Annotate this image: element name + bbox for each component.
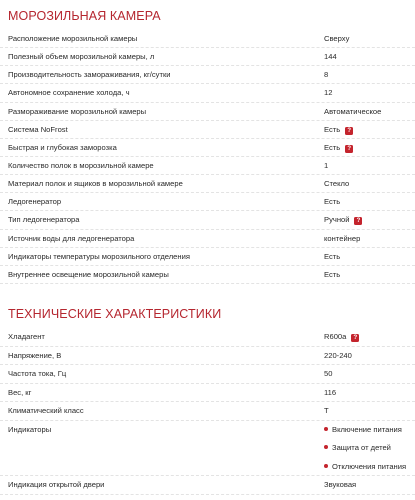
list-item — [324, 425, 406, 444]
tech-spec-list — [0, 328, 415, 495]
question-mark-icon[interactable]: ? — [345, 145, 353, 153]
spec-value: 144 — [324, 52, 337, 62]
spec-value: Есть — [324, 251, 341, 261]
spec-row-freezing-capacity — [0, 66, 415, 84]
spec-row-ice-maker-type — [0, 211, 415, 229]
spec-label: Ледогенератор — [8, 197, 62, 207]
spec-value: 50 — [324, 369, 333, 379]
spec-row-voltage — [0, 347, 415, 366]
spec-row-defrost — [0, 103, 415, 121]
indicator-label: Защита от детей — [332, 443, 391, 453]
bullet-dot-icon — [324, 445, 328, 449]
spec-row-shelf-count — [0, 157, 415, 175]
spec-value: 8 — [324, 70, 329, 80]
spec-label: Материал полок и ящиков в морозильной камере — [8, 179, 183, 189]
spec-label: Система NoFrost — [8, 124, 68, 134]
spec-label: Производительность замораживания, кг/сутки — [8, 70, 171, 80]
spec-label: Напряжение, В — [8, 350, 62, 360]
indicator-label: Включение питания — [332, 424, 402, 434]
spec-row-shelf-material — [0, 175, 415, 193]
spec-value — [324, 332, 359, 342]
spec-value: Есть — [324, 269, 341, 279]
spec-value-text: R600a — [324, 332, 347, 341]
spec-value: Сверху — [324, 34, 350, 43]
spec-label: Полезный объем морозильной камеры, л — [8, 52, 155, 62]
spec-row-freezer-location — [0, 30, 415, 48]
spec-label: Количество полок в морозильной камере — [8, 160, 154, 170]
spec-label: Внутреннее освещение морозильной камеры — [8, 269, 169, 279]
spec-value: контейнер — [324, 233, 361, 243]
spec-value-text: Есть — [324, 142, 341, 152]
spec-label: Индикаторы — [8, 424, 52, 434]
spec-value: Есть — [324, 197, 341, 207]
freezer-section-title: МОРОЗИЛЬНАЯ КАМЕРА — [8, 9, 161, 23]
spec-value: 220-240 — [324, 350, 352, 360]
spec-row-nofrost — [0, 121, 415, 139]
spec-value: Звуковая — [324, 479, 357, 489]
question-mark-icon[interactable]: ? — [351, 334, 359, 342]
spec-value: 116 — [324, 387, 337, 397]
spec-label: Частота тока, Гц — [8, 369, 67, 379]
spec-row-cold-retention — [0, 84, 415, 102]
spec-value — [324, 215, 362, 225]
spec-label: Индикация открытой двери — [8, 479, 105, 489]
spec-label: Размораживание морозильной камеры — [8, 106, 147, 116]
spec-label: Индикаторы температуры морозильного отделения — [8, 251, 190, 261]
spec-label: Быстрая и глубокая заморозка — [8, 142, 117, 152]
spec-row-door-open-indication — [0, 476, 415, 495]
question-mark-icon[interactable]: ? — [345, 127, 353, 135]
spec-label: Климатический класс — [8, 406, 84, 416]
question-mark-icon[interactable]: ? — [354, 217, 362, 225]
spec-row-temp-indicators — [0, 248, 415, 266]
spec-value — [324, 143, 353, 153]
spec-value — [324, 125, 353, 135]
indicator-list — [324, 425, 406, 481]
spec-row-freezer-volume — [0, 48, 415, 66]
spec-label: Вес, кг — [8, 387, 32, 397]
spec-value: Стекло — [324, 179, 350, 189]
freezer-spec-list — [0, 30, 415, 284]
bullet-dot-icon — [324, 427, 328, 431]
spec-row-ice-water-source — [0, 230, 415, 248]
spec-label: Автономное сохранение холода, ч — [8, 88, 130, 98]
spec-row-interior-light — [0, 266, 415, 284]
spec-label: Расположение морозильной камеры — [8, 34, 138, 43]
spec-row-indicators — [0, 421, 415, 476]
spec-value-text: Ручной — [324, 215, 350, 225]
spec-row-weight — [0, 384, 415, 403]
spec-label: Источник воды для ледогенератора — [8, 233, 135, 243]
spec-row-frequency — [0, 365, 415, 384]
spec-row-ice-maker — [0, 193, 415, 211]
list-item — [324, 443, 406, 462]
spec-value-text: Есть — [324, 124, 341, 134]
spec-value: 1 — [324, 160, 329, 170]
spec-value: Автоматическое — [324, 106, 382, 116]
spec-row-refrigerant — [0, 328, 415, 347]
spec-value: T — [324, 406, 329, 416]
spec-label: Хладагент — [8, 332, 45, 341]
spec-row-climate-class — [0, 402, 415, 421]
tech-specs-section-title: ТЕХНИЧЕСКИЕ ХАРАКТЕРИСТИКИ — [8, 307, 222, 321]
spec-label: Тип ледогенератора — [8, 215, 80, 225]
bullet-dot-icon — [324, 464, 328, 468]
indicator-label: Отключения питания — [332, 461, 407, 471]
spec-value: 12 — [324, 88, 333, 98]
spec-row-quick-freeze — [0, 139, 415, 157]
